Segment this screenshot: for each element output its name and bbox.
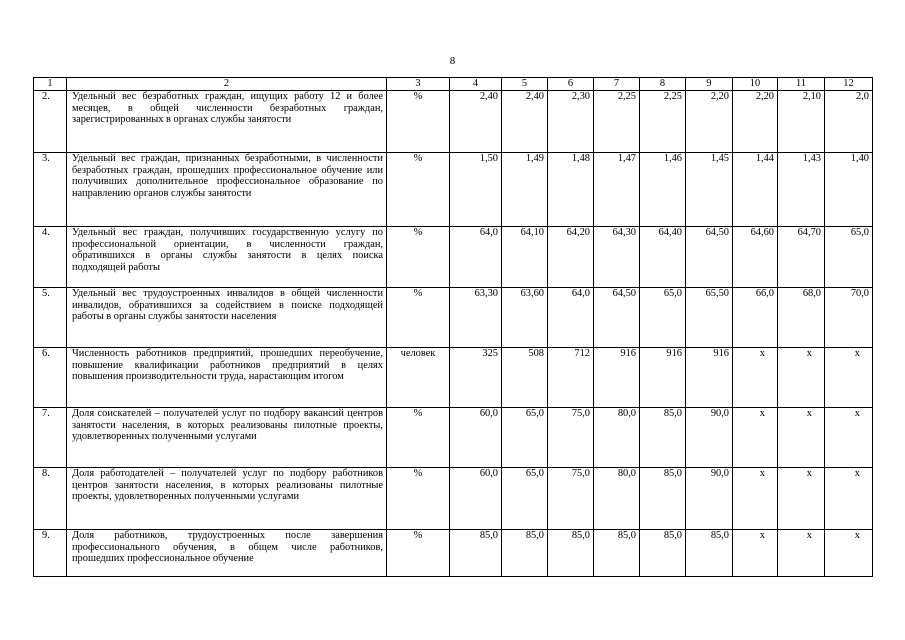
indicator-value: х [733,348,778,408]
row-number: 4. [34,227,67,288]
indicator-value: 64,20 [548,227,594,288]
indicator-value: х [825,348,873,408]
column-header: 1 [34,78,67,91]
indicator-value: 1,44 [733,153,778,227]
indicator-value: 65,50 [686,288,733,348]
indicator-value: 1,49 [502,153,548,227]
table-row [34,91,873,153]
unit-of-measure: % [387,288,450,348]
indicator-value: 60,0 [450,408,502,468]
indicator-name: Доля работодателей – получателей услуг по подбору работников центров занятости населения, в которых реализованы пилотные проекты, удовлетворенных полученными услугами [67,468,387,530]
indicator-value: 63,60 [502,288,548,348]
indicator-value: 2,25 [640,91,686,153]
indicator-value: 64,50 [686,227,733,288]
indicator-value: х [825,530,873,577]
indicator-value: 2,40 [450,91,502,153]
indicator-value: 64,70 [778,227,825,288]
unit-of-measure: % [387,530,450,577]
indicator-value: 64,30 [594,227,640,288]
row-number: 8. [34,468,67,530]
indicator-value: 85,0 [640,530,686,577]
indicator-value: 85,0 [594,530,640,577]
indicator-value: 508 [502,348,548,408]
indicator-value: х [733,468,778,530]
indicator-value: х [825,468,873,530]
indicator-value: 85,0 [450,530,502,577]
indicator-value: 90,0 [686,468,733,530]
indicator-name: Удельный вес безработных граждан, ищущих работу 12 и более месяцев, в общей численности безработных граждан, зарегистрированных в органах службы занятости [67,91,387,153]
indicator-value: 916 [686,348,733,408]
indicator-value: 65,0 [502,408,548,468]
unit-of-measure: % [387,153,450,227]
table-row [34,468,873,530]
page-number: 8 [449,55,456,67]
indicator-value: х [778,530,825,577]
indicator-value: х [733,408,778,468]
indicator-value: 65,0 [640,288,686,348]
indicator-value: 916 [640,348,686,408]
column-header: 11 [778,78,825,91]
indicator-value: 2,30 [548,91,594,153]
indicator-value: х [733,530,778,577]
row-number: 2. [34,91,67,153]
indicator-value: 1,43 [778,153,825,227]
column-header: 4 [450,78,502,91]
indicator-value: х [778,348,825,408]
indicator-value: 2,25 [594,91,640,153]
indicator-value: 85,0 [502,530,548,577]
unit-of-measure: человек [387,348,450,408]
unit-of-measure: % [387,91,450,153]
column-header: 8 [640,78,686,91]
indicator-value: 60,0 [450,468,502,530]
row-number: 9. [34,530,67,577]
indicator-value: х [825,408,873,468]
indicator-name: Численность работников предприятий, прошедших переобучение, повышение квалификации работников предприятий в целях повышения производительности труда, нарастающим итогом [67,348,387,408]
indicator-name: Удельный вес граждан, получивших государственную услугу по профессиональной ориентации, в численности граждан, обратившихся в органы службы занятости в целях поиска подходящей работы [67,227,387,288]
indicator-name: Доля работников, трудоустроенных после завершения профессионального обучения, в общем числе работников, прошедших профессиональное обучение [67,530,387,577]
indicator-value: 1,45 [686,153,733,227]
unit-of-measure: % [387,408,450,468]
table-header-row [34,78,873,91]
unit-of-measure: % [387,227,450,288]
column-header: 6 [548,78,594,91]
indicator-value: 85,0 [640,408,686,468]
column-header: 2 [67,78,387,91]
indicator-value: 66,0 [733,288,778,348]
indicator-value: 65,0 [502,468,548,530]
indicator-value: 2,10 [778,91,825,153]
indicator-value: 325 [450,348,502,408]
indicator-value: 68,0 [778,288,825,348]
indicator-value: 2,0 [825,91,873,153]
column-header: 9 [686,78,733,91]
row-number: 7. [34,408,67,468]
indicator-value: 64,0 [450,227,502,288]
indicator-value: 2,20 [733,91,778,153]
indicator-value: 64,60 [733,227,778,288]
indicator-value: х [778,468,825,530]
row-number: 3. [34,153,67,227]
indicator-value: 916 [594,348,640,408]
indicator-value: 1,40 [825,153,873,227]
table-row [34,408,873,468]
column-header: 3 [387,78,450,91]
indicator-value: 64,50 [594,288,640,348]
indicator-value: 75,0 [548,408,594,468]
indicator-value: 1,50 [450,153,502,227]
unit-of-measure: % [387,468,450,530]
indicator-name: Удельный вес граждан, признанных безработными, в численности безработных граждан, прошедших профессиональное обучение или получивших дополнительное профессиональное образование по направлению органов службы занятости [67,153,387,227]
indicator-value: 2,40 [502,91,548,153]
indicator-value: 64,10 [502,227,548,288]
table-row [34,288,873,348]
indicator-value: 85,0 [640,468,686,530]
table-row [34,530,873,577]
indicator-value: 64,0 [548,288,594,348]
indicator-value: 75,0 [548,468,594,530]
table-body [34,78,873,577]
indicator-name: Удельный вес трудоустроенных инвалидов в общей численности инвалидов, обратившихся за содействием в поиске подходящей работы в органы службы занятости населения [67,288,387,348]
indicator-value: 85,0 [548,530,594,577]
table-row [34,348,873,408]
column-header: 5 [502,78,548,91]
indicator-value: 712 [548,348,594,408]
indicator-name: Доля соискателей – получателей услуг по подбору вакансий центров занятости населения, в которых реализованы пилотные проекты, удовлетворенных полученными услугами [67,408,387,468]
indicator-value: 65,0 [825,227,873,288]
column-header: 12 [825,78,873,91]
indicator-value: 1,46 [640,153,686,227]
row-number: 6. [34,348,67,408]
indicator-value: 80,0 [594,408,640,468]
indicator-value: 85,0 [686,530,733,577]
indicator-value: 2,20 [686,91,733,153]
column-header: 10 [733,78,778,91]
indicator-value: 70,0 [825,288,873,348]
indicator-value: 64,40 [640,227,686,288]
column-header: 7 [594,78,640,91]
indicator-value: 63,30 [450,288,502,348]
indicator-value: 90,0 [686,408,733,468]
indicator-value: 1,47 [594,153,640,227]
indicator-value: 1,48 [548,153,594,227]
indicator-value: х [778,408,825,468]
row-number: 5. [34,288,67,348]
indicators-table [33,77,873,577]
table-row [34,227,873,288]
table-row [34,153,873,227]
indicator-value: 80,0 [594,468,640,530]
